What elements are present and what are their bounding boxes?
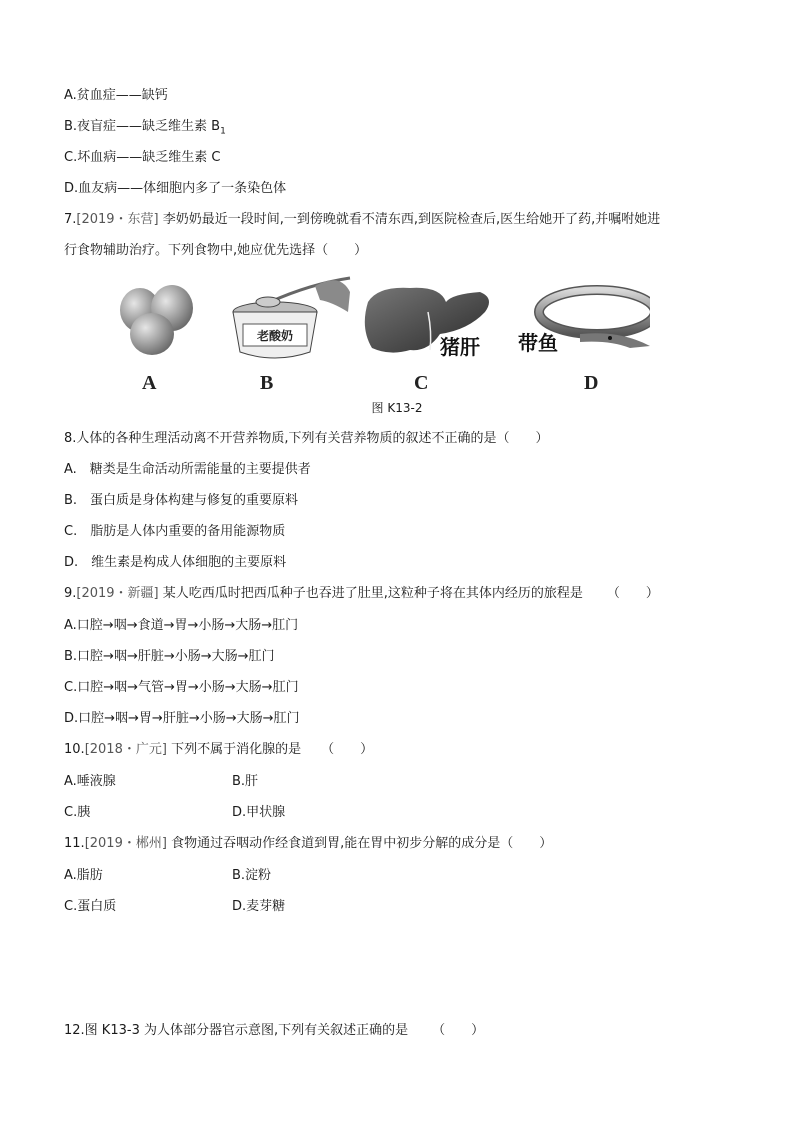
figure-letter-d: D bbox=[584, 372, 599, 394]
q7-stem-line1 bbox=[64, 211, 660, 229]
q9-option-b: B.口腔→咽→肝脏→小肠→大肠→肛门 bbox=[64, 649, 275, 664]
q8-option-b: B. 蛋白质是身体构建与修复的重要原料 bbox=[64, 493, 299, 508]
q10-option-b: B.肝 bbox=[232, 774, 259, 789]
eggs-image bbox=[120, 285, 193, 355]
q10-source-tag: [2018・广元] bbox=[84, 742, 167, 757]
q11-stem bbox=[64, 835, 552, 853]
figure-letter-c: C bbox=[414, 372, 429, 394]
q10-stem bbox=[64, 741, 374, 759]
q10-option-a: A.唾液腺 bbox=[64, 774, 116, 789]
q6-option-c: C.坏血病——缺乏维生素 C bbox=[64, 150, 221, 165]
q11-option-c: C.蛋白质 bbox=[64, 899, 117, 914]
pig-liver-label: 猪肝 bbox=[440, 335, 480, 359]
q9-number: 9. bbox=[64, 586, 77, 601]
q11-option-a: A.脂肪 bbox=[64, 868, 103, 883]
q10-option-c: C.胰 bbox=[64, 805, 91, 820]
yogurt-label: 老酸奶 bbox=[256, 329, 294, 343]
q6-option-b-subscript: 1 bbox=[220, 126, 226, 137]
q12-stem bbox=[64, 1022, 485, 1040]
q11-source-tag: [2019・郴州] bbox=[84, 836, 167, 851]
q7-stem-line2: 行食物辅助治疗。下列食物中,她应优先选择（ ） bbox=[64, 243, 368, 258]
q9-option-a: A.口腔→咽→食道→胃→小肠→大肠→肛门 bbox=[64, 618, 299, 633]
q9-option-c: C.口腔→咽→气管→胃→小肠→大肠→肛门 bbox=[64, 680, 299, 695]
q8-option-d: D. 维生素是构成人体细胞的主要原料 bbox=[64, 555, 287, 570]
q7-number: 7. bbox=[64, 212, 77, 227]
q11-option-d: D.麦芽糖 bbox=[232, 899, 286, 914]
figure-letter-a: A bbox=[142, 372, 157, 394]
yogurt-image bbox=[233, 278, 350, 358]
food-figure bbox=[110, 272, 650, 402]
q8-stem: 8.人体的各种生理活动离不开营养物质,下列有关营养物质的叙述不正确的是（ ） bbox=[64, 431, 549, 446]
q11-stem-text: 食物通过吞咽动作经食道到胃,能在胃中初步分解的成分是（ ） bbox=[171, 836, 553, 851]
q7-source-tag: [2019・东营] bbox=[76, 212, 159, 227]
figure-caption: 图 K13-2 bbox=[371, 401, 423, 415]
q8-option-c: C. 脂肪是人体内重要的备用能源物质 bbox=[64, 524, 286, 539]
q6-option-a: A.贫血症——缺钙 bbox=[64, 88, 168, 103]
q8-option-a: A. 糖类是生命活动所需能量的主要提供者 bbox=[64, 462, 311, 477]
food-figure-drawing bbox=[110, 272, 650, 402]
q9-source-tag: [2019・新疆] bbox=[76, 586, 159, 601]
hairtail-label: 带鱼 bbox=[518, 331, 558, 355]
q9-answer-paren: （ ） bbox=[606, 586, 659, 601]
q12-stem-text: 12.图 K13-3 为人体部分器官示意图,下列有关叙述正确的是 bbox=[64, 1023, 409, 1038]
q11-option-b: B.淀粉 bbox=[232, 868, 272, 883]
q6-option-b-text: B.夜盲症——缺乏维生素 B bbox=[64, 119, 221, 134]
q9-option-d: D.口腔→咽→胃→肝脏→小肠→大肠→肛门 bbox=[64, 711, 300, 726]
figure-letter-b: B bbox=[260, 372, 274, 394]
q6-option-b bbox=[64, 118, 226, 141]
q11-number: 11. bbox=[64, 836, 85, 851]
q10-option-d: D.甲状腺 bbox=[232, 805, 286, 820]
q10-number: 10. bbox=[64, 742, 85, 757]
q9-stem-text: 某人吃西瓜时把西瓜种子也吞进了肚里,这粒种子将在其体内经历的旅程是 bbox=[162, 586, 583, 601]
q7-stem-text: 李奶奶最近一段时间,一到傍晚就看不清东西,到医院检查后,医生给她开了药,并嘱咐她进 bbox=[162, 212, 661, 227]
q10-stem-text: 下列不属于消化腺的是 bbox=[171, 742, 302, 757]
q10-answer-paren: （ ） bbox=[321, 742, 374, 757]
q12-answer-paren: （ ） bbox=[432, 1023, 485, 1038]
q9-stem bbox=[64, 585, 659, 603]
q6-option-d: D.血友病——体细胞内多了一条染色体 bbox=[64, 181, 287, 196]
